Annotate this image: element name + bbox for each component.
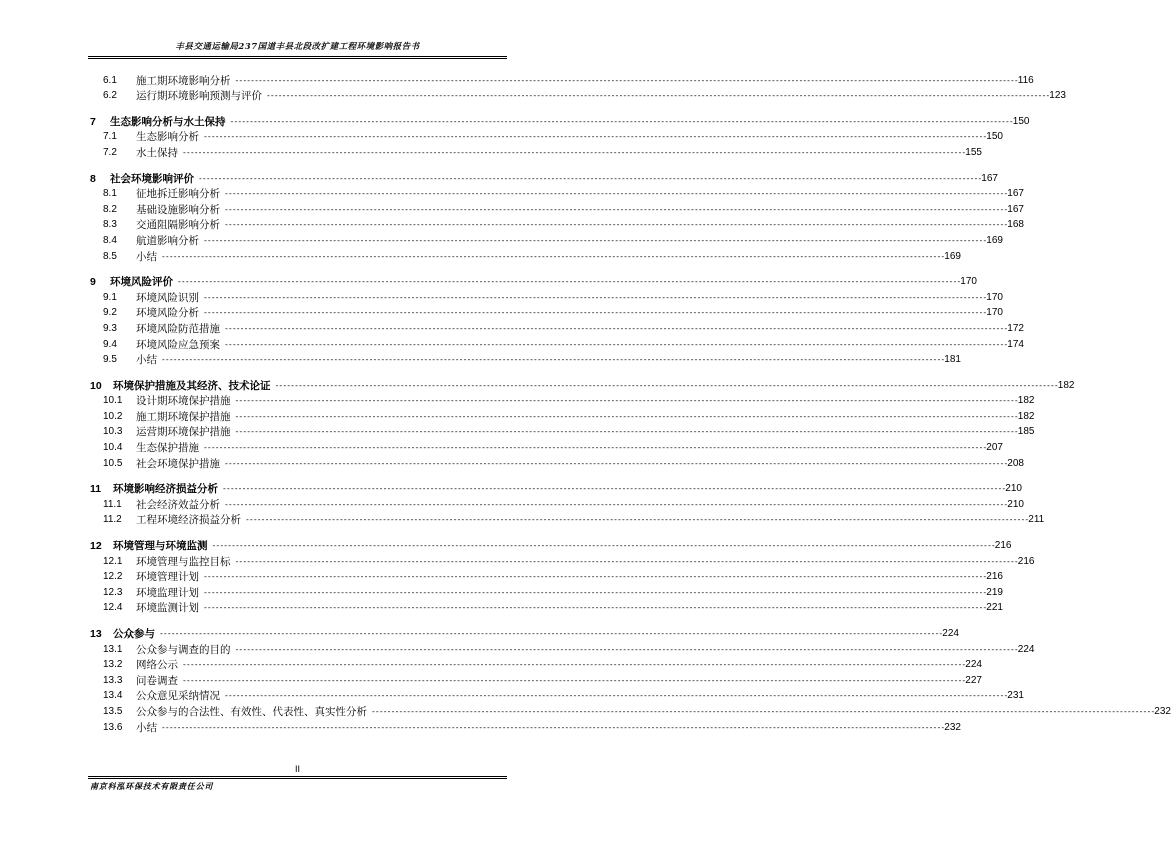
toc-entry-page: 167 xyxy=(1007,203,1024,215)
toc-leader-dashes: -------------------------------------------------------------------------------------------------------------------------------------------------------------------------------------------------------- xyxy=(161,251,945,261)
toc-entry-page: 216 xyxy=(1017,555,1035,567)
toc-leader-dashes: -------------------------------------------------------------------------------------------------------------------------------------------------------------------------------------------------------- xyxy=(224,189,1008,199)
toc-chapter-entry[interactable] xyxy=(90,102,1030,128)
toc-entry-number: 8 xyxy=(90,172,96,185)
toc-entry-title: 问卷调查 xyxy=(136,674,178,687)
toc-entry-title: 网络公示 xyxy=(136,659,178,672)
toc-entry-number: 11.2 xyxy=(103,514,122,526)
toc-entry-title: 小结 xyxy=(136,354,157,367)
toc-entry-number: 13.3 xyxy=(103,674,123,686)
toc-entry-page: 185 xyxy=(1017,426,1035,438)
toc-section-entry[interactable] xyxy=(90,640,1035,656)
toc-entry-number: 10.3 xyxy=(103,426,123,438)
toc-leader-dashes: -------------------------------------------------------------------------------------------------------------------------------------------------------------------------------------------------------- xyxy=(203,443,987,453)
toc-entry-number: 13.5 xyxy=(103,705,123,717)
toc-entry-page: 169 xyxy=(944,250,961,262)
toc-entry-number: 6.2 xyxy=(103,90,117,102)
toc-entry-number: 9.1 xyxy=(103,291,117,303)
toc-section-entry[interactable] xyxy=(90,552,1035,568)
toc-entry-number: 11 xyxy=(90,483,102,496)
toc-entry-number: 10.4 xyxy=(103,442,123,454)
toc-entry-page: 216 xyxy=(994,540,1012,552)
toc-leader-dashes: -------------------------------------------------------------------------------------------------------------------------------------------------------------------------------------------------------- xyxy=(161,722,945,732)
toc-entry-page: 224 xyxy=(942,628,959,639)
toc-section-entry[interactable] xyxy=(90,216,1024,232)
toc-entry-page: 174 xyxy=(1007,338,1024,350)
toc-leader-dashes: -------------------------------------------------------------------------------------------------------------------------------------------------------------------------------------------------------- xyxy=(245,515,1029,525)
toc-entry-page: 216 xyxy=(986,571,1003,583)
toc-leader-dashes: -------------------------------------------------------------------------------------------------------------------------------------------------------------------------------------------------------- xyxy=(234,75,1018,85)
toc-section-entry[interactable] xyxy=(90,351,961,367)
toc-entry-title: 环境影响经济损益分析 xyxy=(113,483,218,496)
toc-entry-page: 116 xyxy=(1017,74,1034,86)
toc-entry-title: 环境风险分析 xyxy=(136,307,199,320)
toc-entry-title: 环境监理计划 xyxy=(136,586,199,599)
toc-entry-page: 219 xyxy=(986,586,1003,598)
toc-entry-number: 9.4 xyxy=(103,338,117,350)
toc-entry-page: 208 xyxy=(1007,457,1024,469)
toc-entry-number: 6.1 xyxy=(103,74,117,86)
toc-section-entry[interactable] xyxy=(90,656,982,672)
toc-entry-page: 170 xyxy=(986,307,1003,319)
toc-entry-title: 生态保护措施 xyxy=(136,442,199,455)
toc-entry-page: 167 xyxy=(981,172,998,184)
toc-leader-dashes: -------------------------------------------------------------------------------------------------------------------------------------------------------------------------------------------------------- xyxy=(198,173,982,183)
toc-entry-title: 环境管理计划 xyxy=(136,571,199,584)
toc-chapter-entry[interactable] xyxy=(90,366,1075,392)
toc-entry-title: 生态影响分析 xyxy=(136,131,199,144)
toc-entry-title: 环境风险应急预案 xyxy=(136,338,220,351)
header-rule xyxy=(88,58,507,59)
toc-section-entry[interactable] xyxy=(90,185,1024,201)
toc-leader-dashes: -------------------------------------------------------------------------------------------------------------------------------------------------------------------------------------------------------- xyxy=(177,277,961,287)
toc-chapter-entry[interactable] xyxy=(90,614,959,640)
toc-entry-number: 9 xyxy=(90,276,96,289)
toc-entry-page: 169 xyxy=(986,234,1003,246)
toc-chapter-entry[interactable] xyxy=(90,263,977,289)
toc-entry-page: 182 xyxy=(1017,395,1035,407)
toc-entry-title: 运行期环境影响预测与评价 xyxy=(136,90,262,103)
toc-entry-page: 168 xyxy=(1007,219,1024,231)
toc-section-entry[interactable] xyxy=(90,718,961,734)
toc-section-entry[interactable] xyxy=(90,304,1003,320)
toc-entry-number: 8.1 xyxy=(103,188,117,200)
toc-entry-title: 工程环境经济损益分析 xyxy=(136,514,241,527)
toc-entry-title: 环境管理与环境监测 xyxy=(113,540,208,553)
toc-entry-number: 9.3 xyxy=(103,322,117,334)
toc-entry-page: 207 xyxy=(986,442,1003,454)
toc-section-entry[interactable] xyxy=(90,583,1003,599)
toc-entry-page: 231 xyxy=(1007,690,1024,702)
toc-section-entry[interactable] xyxy=(90,599,1003,615)
toc-section-entry[interactable] xyxy=(90,568,1003,584)
toc-leader-dashes: -------------------------------------------------------------------------------------------------------------------------------------------------------------------------------------------------------- xyxy=(274,380,1058,390)
toc-entry-title: 公众参与的合法性、有效性、代表性、真实性分析 xyxy=(136,705,367,718)
toc-entry-number: 7.2 xyxy=(103,146,117,158)
toc-entry-number: 7.1 xyxy=(103,131,117,143)
toc-chapter-entry[interactable] xyxy=(90,470,1022,496)
toc-leader-dashes: -------------------------------------------------------------------------------------------------------------------------------------------------------------------------------------------------------- xyxy=(224,458,1008,468)
page-header-title: 丰县交通运输局237国道丰县北段改扩建工程环境影响报告书 xyxy=(175,42,420,52)
toc-entry-number: 13.4 xyxy=(103,690,123,702)
toc-leader-dashes: -------------------------------------------------------------------------------------------------------------------------------------------------------------------------------------------------------- xyxy=(224,323,1008,333)
toc-entry-number: 12.3 xyxy=(103,586,123,598)
toc-leader-dashes: -------------------------------------------------------------------------------------------------------------------------------------------------------------------------------------------------------- xyxy=(222,484,1006,494)
toc-leader-dashes: -------------------------------------------------------------------------------------------------------------------------------------------------------------------------------------------------------- xyxy=(203,308,987,318)
toc-entry-title: 环境风险防范措施 xyxy=(136,322,220,335)
toc-entry-number: 13.2 xyxy=(103,659,123,671)
toc-section-entry[interactable] xyxy=(90,319,1024,335)
toc-leader-dashes: -------------------------------------------------------------------------------------------------------------------------------------------------------------------------------------------------------- xyxy=(234,556,1018,566)
page-number: II xyxy=(294,764,300,774)
toc-entry-number: 9.5 xyxy=(103,354,117,366)
toc-section-entry[interactable] xyxy=(90,71,1034,87)
toc-section-entry[interactable] xyxy=(90,200,1024,216)
toc-entry-page: 182 xyxy=(1057,379,1075,391)
toc-section-entry[interactable] xyxy=(90,231,1003,247)
toc-leader-dashes: -------------------------------------------------------------------------------------------------------------------------------------------------------------------------------------------------------- xyxy=(159,629,943,638)
toc-entry-title: 水土保持 xyxy=(136,146,178,159)
toc-leader-dashes: -------------------------------------------------------------------------------------------------------------------------------------------------------------------------------------------------------- xyxy=(224,499,1008,509)
toc-entry-title: 环境保护措施及其经济、技术论证 xyxy=(113,379,271,392)
toc-entry-title: 社会经济效益分析 xyxy=(136,498,220,511)
toc-leader-dashes: -------------------------------------------------------------------------------------------------------------------------------------------------------------------------------------------------------- xyxy=(161,355,945,365)
toc-section-entry[interactable] xyxy=(90,495,1024,511)
toc-entry-number: 8.4 xyxy=(103,234,117,246)
toc-chapter-entry[interactable] xyxy=(90,159,998,185)
toc-leader-dashes: -------------------------------------------------------------------------------------------------------------------------------------------------------------------------------------------------------- xyxy=(211,541,995,551)
toc-entry-title: 环境监测计划 xyxy=(136,602,199,615)
toc-entry-page: 211 xyxy=(1028,514,1045,526)
toc-leader-dashes: -------------------------------------------------------------------------------------------------------------------------------------------------------------------------------------------------------- xyxy=(224,204,1008,214)
toc-leader-dashes: -------------------------------------------------------------------------------------------------------------------------------------------------------------------------------------------------------- xyxy=(203,603,987,613)
toc-entry-page: 155 xyxy=(965,146,982,158)
toc-entry-number: 8.2 xyxy=(103,203,117,215)
toc-entry-title: 交通阻隔影响分析 xyxy=(136,219,220,232)
toc-section-entry[interactable] xyxy=(90,423,1035,439)
toc-section-entry[interactable] xyxy=(90,702,1171,718)
toc-leader-dashes: -------------------------------------------------------------------------------------------------------------------------------------------------------------------------------------------------------- xyxy=(234,644,1018,654)
toc-leader-dashes: -------------------------------------------------------------------------------------------------------------------------------------------------------------------------------------------------------- xyxy=(203,235,987,245)
toc-entry-page: 232 xyxy=(1154,705,1171,717)
toc-section-entry[interactable] xyxy=(90,392,1035,408)
toc-leader-dashes: -------------------------------------------------------------------------------------------------------------------------------------------------------------------------------------------------------- xyxy=(234,411,1018,421)
toc-leader-dashes: -------------------------------------------------------------------------------------------------------------------------------------------------------------------------------------------------------- xyxy=(229,116,1013,126)
toc-entry-title: 施工期环境影响分析 xyxy=(136,74,231,87)
toc-leader-dashes: -------------------------------------------------------------------------------------------------------------------------------------------------------------------------------------------------------- xyxy=(371,706,1155,716)
toc-entry-title: 环境风险评价 xyxy=(110,276,173,289)
toc-entry-number: 10 xyxy=(90,379,102,392)
table-of-contents xyxy=(90,71,1171,734)
toc-entry-page: 224 xyxy=(965,659,982,671)
toc-entry-title: 公众参与调查的目的 xyxy=(136,643,231,656)
toc-leader-dashes: -------------------------------------------------------------------------------------------------------------------------------------------------------------------------------------------------------- xyxy=(182,147,966,157)
toc-entry-page: 182 xyxy=(1017,410,1035,422)
toc-entry-title: 征地拆迁影响分析 xyxy=(136,188,220,201)
toc-leader-dashes: -------------------------------------------------------------------------------------------------------------------------------------------------------------------------------------------------------- xyxy=(203,572,987,582)
toc-leader-dashes: -------------------------------------------------------------------------------------------------------------------------------------------------------------------------------------------------------- xyxy=(234,396,1018,406)
toc-entry-number: 13.6 xyxy=(103,721,123,733)
toc-entry-title: 环境管理与监控目标 xyxy=(136,555,231,568)
toc-entry-page: 170 xyxy=(986,291,1003,303)
header-rule xyxy=(88,56,507,57)
toc-leader-dashes: -------------------------------------------------------------------------------------------------------------------------------------------------------------------------------------------------------- xyxy=(203,132,987,142)
toc-section-entry[interactable] xyxy=(90,671,982,687)
toc-entry-page: 172 xyxy=(1007,322,1024,334)
toc-entry-page: 210 xyxy=(1005,483,1022,495)
toc-entry-number: 9.2 xyxy=(103,307,117,319)
toc-section-entry[interactable] xyxy=(90,407,1035,423)
toc-entry-number: 7 xyxy=(90,115,96,128)
toc-section-entry[interactable] xyxy=(90,128,1003,144)
toc-entry-number: 10.5 xyxy=(103,457,123,469)
toc-leader-dashes: -------------------------------------------------------------------------------------------------------------------------------------------------------------------------------------------------------- xyxy=(182,660,966,670)
toc-entry-page: 227 xyxy=(965,674,982,686)
footer-company-name: 南京科泓环保技术有限责任公司 xyxy=(90,781,214,791)
toc-entry-page: 232 xyxy=(944,721,961,733)
toc-entry-number: 10.1 xyxy=(103,395,123,407)
toc-entry-title: 施工期环境保护措施 xyxy=(136,410,231,423)
toc-chapter-entry[interactable] xyxy=(90,526,1012,553)
toc-section-entry[interactable] xyxy=(90,288,1003,304)
toc-section-entry[interactable] xyxy=(90,335,1024,351)
toc-leader-dashes: -------------------------------------------------------------------------------------------------------------------------------------------------------------------------------------------------------- xyxy=(266,91,1050,101)
toc-entry-page: 224 xyxy=(1017,643,1035,655)
toc-entry-title: 公众意见采纳情况 xyxy=(136,690,220,703)
toc-entry-page: 170 xyxy=(960,276,977,288)
toc-entry-number: 12.1 xyxy=(103,555,123,567)
toc-entry-number: 8.3 xyxy=(103,219,117,231)
toc-entry-title: 社会环境影响评价 xyxy=(110,172,194,185)
toc-section-entry[interactable] xyxy=(90,247,961,263)
toc-entry-page: 221 xyxy=(986,602,1003,614)
toc-entry-number: 12.4 xyxy=(103,602,123,614)
toc-leader-dashes: -------------------------------------------------------------------------------------------------------------------------------------------------------------------------------------------------------- xyxy=(224,339,1008,349)
toc-entry-title: 设计期环境保护措施 xyxy=(136,395,231,408)
footer-rule xyxy=(88,778,507,779)
toc-leader-dashes: -------------------------------------------------------------------------------------------------------------------------------------------------------------------------------------------------------- xyxy=(203,292,987,302)
toc-entry-number: 11.1 xyxy=(103,498,122,510)
toc-leader-dashes: -------------------------------------------------------------------------------------------------------------------------------------------------------------------------------------------------------- xyxy=(224,220,1008,230)
toc-section-entry[interactable] xyxy=(90,687,1024,703)
toc-entry-number: 12 xyxy=(90,540,102,553)
toc-entry-page: 181 xyxy=(944,354,961,366)
toc-entry-number: 13.1 xyxy=(103,643,123,655)
toc-entry-title: 公众参与 xyxy=(113,628,155,640)
toc-leader-dashes: -------------------------------------------------------------------------------------------------------------------------------------------------------------------------------------------------------- xyxy=(224,691,1008,701)
toc-entry-page: 150 xyxy=(1012,115,1030,127)
toc-entry-title: 生态影响分析与水土保持 xyxy=(110,115,226,128)
toc-section-entry[interactable] xyxy=(90,438,1003,455)
toc-entry-number: 8.5 xyxy=(103,250,117,262)
toc-entry-title: 航道影响分析 xyxy=(136,234,199,247)
toc-entry-page: 123 xyxy=(1049,90,1066,102)
toc-entry-title: 小结 xyxy=(136,721,157,734)
toc-entry-title: 基础设施影响分析 xyxy=(136,203,220,216)
toc-entry-title: 环境风险识别 xyxy=(136,291,199,304)
toc-section-entry[interactable] xyxy=(90,143,982,159)
toc-entry-title: 运营期环境保护措施 xyxy=(136,426,231,439)
toc-leader-dashes: -------------------------------------------------------------------------------------------------------------------------------------------------------------------------------------------------------- xyxy=(203,587,987,597)
toc-entry-page: 150 xyxy=(986,131,1003,143)
toc-leader-dashes: -------------------------------------------------------------------------------------------------------------------------------------------------------------------------------------------------------- xyxy=(234,427,1018,437)
toc-entry-number: 13 xyxy=(90,628,102,640)
toc-entry-page: 167 xyxy=(1007,188,1024,200)
toc-entry-number: 10.2 xyxy=(103,410,123,422)
toc-leader-dashes: -------------------------------------------------------------------------------------------------------------------------------------------------------------------------------------------------------- xyxy=(182,675,966,685)
toc-entry-title: 小结 xyxy=(136,250,157,263)
toc-entry-page: 210 xyxy=(1007,498,1024,510)
toc-section-entry[interactable] xyxy=(90,511,1045,527)
footer-rule xyxy=(88,776,507,777)
toc-section-entry[interactable] xyxy=(90,454,1024,470)
toc-section-entry[interactable] xyxy=(90,87,1066,103)
toc-entry-number: 12.2 xyxy=(103,571,123,583)
toc-entry-title: 社会环境保护措施 xyxy=(136,457,220,470)
